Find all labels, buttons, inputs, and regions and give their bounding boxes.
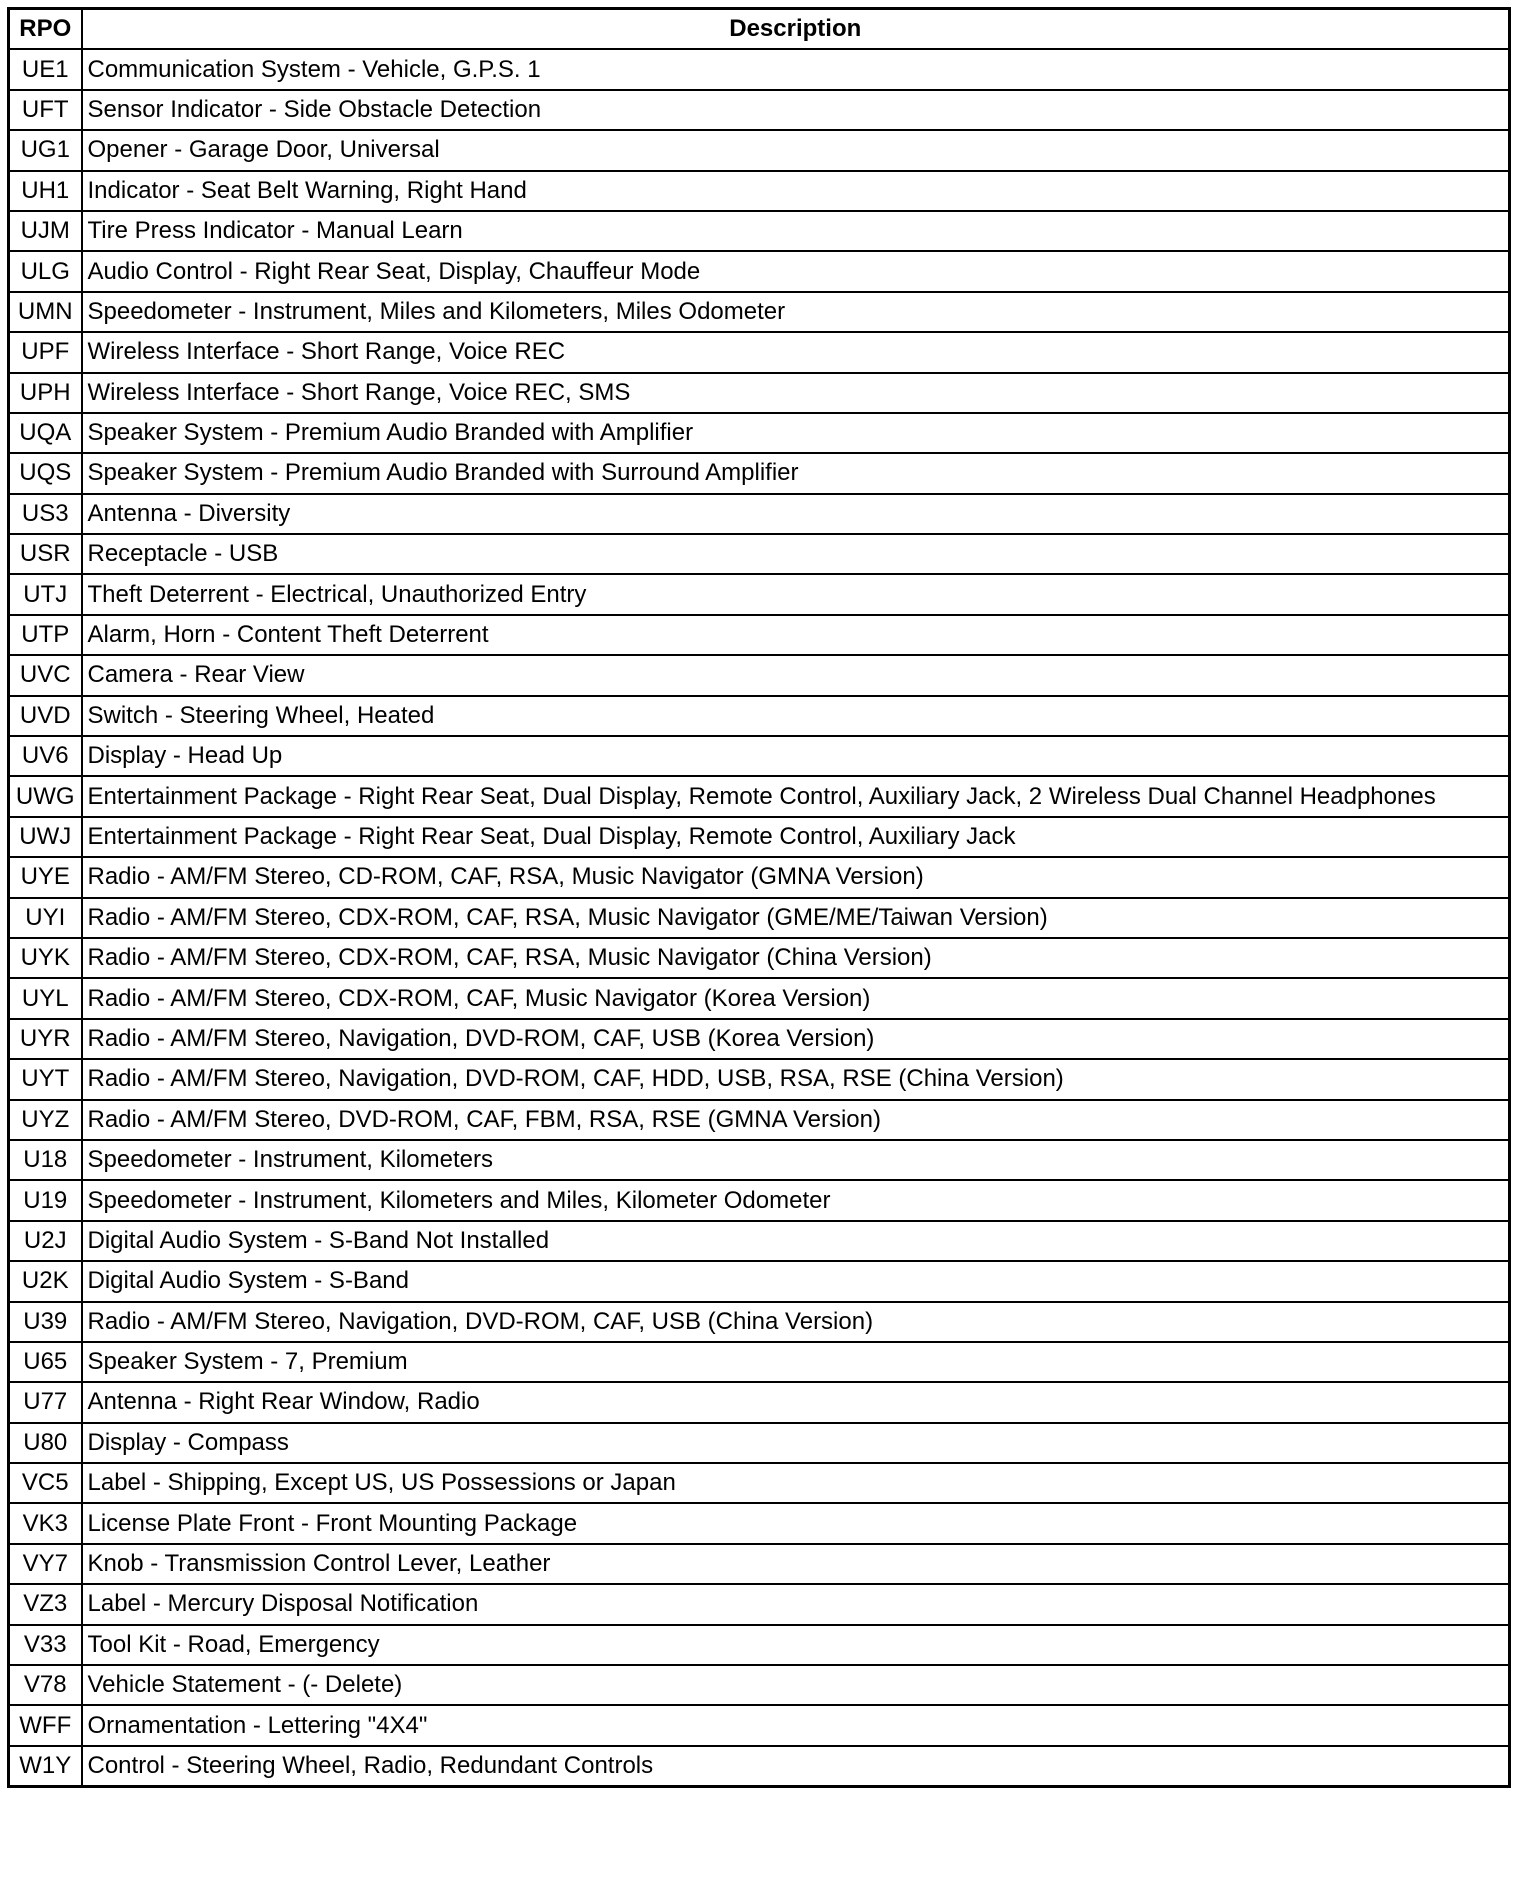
rpo-code-cell: UTJ bbox=[9, 574, 82, 614]
table-row bbox=[9, 1705, 1510, 1745]
rpo-code-cell: ULG bbox=[9, 251, 82, 291]
rpo-code-cell: VC5 bbox=[9, 1463, 82, 1503]
description-column-header: Description bbox=[82, 9, 1510, 50]
description-cell: Ornamentation - Lettering "4X4" bbox=[82, 1705, 1510, 1745]
rpo-code-cell: UYK bbox=[9, 938, 82, 978]
rpo-code-cell: UV6 bbox=[9, 736, 82, 776]
description-cell: Indicator - Seat Belt Warning, Right Hand bbox=[82, 171, 1510, 211]
rpo-code-cell: UH1 bbox=[9, 171, 82, 211]
rpo-code-cell: UYR bbox=[9, 1019, 82, 1059]
table-row bbox=[9, 1382, 1510, 1422]
table-row bbox=[9, 736, 1510, 776]
description-cell: Entertainment Package - Right Rear Seat, Dual Display, Remote Control, Auxiliary Jack, 2 Wireless Dual Channel Headphones bbox=[82, 776, 1510, 816]
description-cell: Receptacle - USB bbox=[82, 534, 1510, 574]
rpo-code-cell: U65 bbox=[9, 1342, 82, 1382]
description-cell: Knob - Transmission Control Lever, Leather bbox=[82, 1544, 1510, 1584]
rpo-code-cell: U39 bbox=[9, 1302, 82, 1342]
table-row bbox=[9, 1059, 1510, 1099]
description-cell: Label - Shipping, Except US, US Possessions or Japan bbox=[82, 1463, 1510, 1503]
rpo-code-cell: UYT bbox=[9, 1059, 82, 1099]
description-cell: Radio - AM/FM Stereo, CDX-ROM, CAF, RSA, Music Navigator (GME/ME/Taiwan Version) bbox=[82, 898, 1510, 938]
table-row bbox=[9, 696, 1510, 736]
description-cell: Display - Head Up bbox=[82, 736, 1510, 776]
table-row bbox=[9, 1463, 1510, 1503]
table-row bbox=[9, 1625, 1510, 1665]
rpo-table bbox=[7, 7, 1511, 1788]
rpo-code-cell: U77 bbox=[9, 1382, 82, 1422]
description-cell: Speaker System - 7, Premium bbox=[82, 1342, 1510, 1382]
rpo-code-cell: US3 bbox=[9, 494, 82, 534]
rpo-code-cell: VK3 bbox=[9, 1503, 82, 1543]
table-row bbox=[9, 130, 1510, 170]
description-cell: Digital Audio System - S-Band Not Installed bbox=[82, 1221, 1510, 1261]
table-row bbox=[9, 1302, 1510, 1342]
table-row bbox=[9, 1544, 1510, 1584]
table-row bbox=[9, 776, 1510, 816]
rpo-code-cell: UVC bbox=[9, 655, 82, 695]
description-cell: Wireless Interface - Short Range, Voice REC bbox=[82, 332, 1510, 372]
table-row bbox=[9, 898, 1510, 938]
description-cell: Speaker System - Premium Audio Branded with Surround Amplifier bbox=[82, 453, 1510, 493]
description-cell: Tool Kit - Road, Emergency bbox=[82, 1625, 1510, 1665]
table-row bbox=[9, 1221, 1510, 1261]
rpo-code-cell: U80 bbox=[9, 1423, 82, 1463]
table-row bbox=[9, 1584, 1510, 1624]
rpo-code-cell: V33 bbox=[9, 1625, 82, 1665]
description-cell: Speedometer - Instrument, Kilometers and Miles, Kilometer Odometer bbox=[82, 1180, 1510, 1220]
rpo-code-cell: UYI bbox=[9, 898, 82, 938]
table-row bbox=[9, 453, 1510, 493]
rpo-code-cell: UFT bbox=[9, 90, 82, 130]
rpo-code-cell: UWG bbox=[9, 776, 82, 816]
table-row bbox=[9, 373, 1510, 413]
table-row bbox=[9, 1503, 1510, 1543]
table-row bbox=[9, 332, 1510, 372]
description-cell: Control - Steering Wheel, Radio, Redundant Controls bbox=[82, 1746, 1510, 1787]
rpo-code-cell: U19 bbox=[9, 1180, 82, 1220]
table-row bbox=[9, 978, 1510, 1018]
table-row bbox=[9, 171, 1510, 211]
rpo-code-cell: USR bbox=[9, 534, 82, 574]
description-cell: Entertainment Package - Right Rear Seat, Dual Display, Remote Control, Auxiliary Jack bbox=[82, 817, 1510, 857]
rpo-code-cell: U18 bbox=[9, 1140, 82, 1180]
rpo-code-cell: UYE bbox=[9, 857, 82, 897]
rpo-code-cell: UQA bbox=[9, 413, 82, 453]
description-cell: Radio - AM/FM Stereo, CDX-ROM, CAF, RSA, Music Navigator (China Version) bbox=[82, 938, 1510, 978]
description-cell: Label - Mercury Disposal Notification bbox=[82, 1584, 1510, 1624]
description-cell: Radio - AM/FM Stereo, Navigation, DVD-ROM, CAF, HDD, USB, RSA, RSE (China Version) bbox=[82, 1059, 1510, 1099]
rpo-code-cell: UPH bbox=[9, 373, 82, 413]
rpo-code-cell: UMN bbox=[9, 292, 82, 332]
description-cell: Theft Deterrent - Electrical, Unauthorized Entry bbox=[82, 574, 1510, 614]
description-cell: Speedometer - Instrument, Miles and Kilometers, Miles Odometer bbox=[82, 292, 1510, 332]
description-cell: Radio - AM/FM Stereo, Navigation, DVD-ROM, CAF, USB (Korea Version) bbox=[82, 1019, 1510, 1059]
table-row bbox=[9, 413, 1510, 453]
table-body bbox=[9, 49, 1510, 1786]
table-row bbox=[9, 49, 1510, 89]
rpo-code-cell: UE1 bbox=[9, 49, 82, 89]
rpo-code-cell: UYL bbox=[9, 978, 82, 1018]
table-row bbox=[9, 938, 1510, 978]
table-row bbox=[9, 1180, 1510, 1220]
table-row bbox=[9, 655, 1510, 695]
description-cell: Audio Control - Right Rear Seat, Display, Chauffeur Mode bbox=[82, 251, 1510, 291]
rpo-code-cell: U2K bbox=[9, 1261, 82, 1301]
description-cell: Speedometer - Instrument, Kilometers bbox=[82, 1140, 1510, 1180]
table-row bbox=[9, 1665, 1510, 1705]
table-row bbox=[9, 251, 1510, 291]
description-cell: Wireless Interface - Short Range, Voice REC, SMS bbox=[82, 373, 1510, 413]
rpo-code-cell: V78 bbox=[9, 1665, 82, 1705]
rpo-code-cell: UPF bbox=[9, 332, 82, 372]
table-row bbox=[9, 1746, 1510, 1787]
table-row bbox=[9, 211, 1510, 251]
table-row bbox=[9, 1019, 1510, 1059]
description-cell: Communication System - Vehicle, G.P.S. 1 bbox=[82, 49, 1510, 89]
rpo-code-cell: WFF bbox=[9, 1705, 82, 1745]
description-cell: Antenna - Right Rear Window, Radio bbox=[82, 1382, 1510, 1422]
table-row bbox=[9, 494, 1510, 534]
rpo-column-header: RPO bbox=[9, 9, 82, 50]
description-cell: Radio - AM/FM Stereo, CD-ROM, CAF, RSA, Music Navigator (GMNA Version) bbox=[82, 857, 1510, 897]
description-cell: Antenna - Diversity bbox=[82, 494, 1510, 534]
description-cell: Digital Audio System - S-Band bbox=[82, 1261, 1510, 1301]
description-cell: Switch - Steering Wheel, Heated bbox=[82, 696, 1510, 736]
table-row bbox=[9, 1423, 1510, 1463]
rpo-code-cell: UTP bbox=[9, 615, 82, 655]
rpo-code-cell: UVD bbox=[9, 696, 82, 736]
table-row bbox=[9, 1342, 1510, 1382]
table-row bbox=[9, 574, 1510, 614]
rpo-code-cell: UG1 bbox=[9, 130, 82, 170]
description-cell: Camera - Rear View bbox=[82, 655, 1510, 695]
rpo-code-cell: VZ3 bbox=[9, 1584, 82, 1624]
description-cell: Opener - Garage Door, Universal bbox=[82, 130, 1510, 170]
description-cell: Display - Compass bbox=[82, 1423, 1510, 1463]
table-row bbox=[9, 857, 1510, 897]
table-header bbox=[9, 9, 1510, 50]
rpo-code-cell: UYZ bbox=[9, 1100, 82, 1140]
rpo-code-cell: U2J bbox=[9, 1221, 82, 1261]
rpo-code-cell: W1Y bbox=[9, 1746, 82, 1787]
description-cell: Sensor Indicator - Side Obstacle Detection bbox=[82, 90, 1510, 130]
table-row bbox=[9, 292, 1510, 332]
rpo-code-cell: UJM bbox=[9, 211, 82, 251]
rpo-code-cell: VY7 bbox=[9, 1544, 82, 1584]
table-row bbox=[9, 1100, 1510, 1140]
table-row bbox=[9, 615, 1510, 655]
description-cell: Radio - AM/FM Stereo, DVD-ROM, CAF, FBM, RSA, RSE (GMNA Version) bbox=[82, 1100, 1510, 1140]
description-cell: Radio - AM/FM Stereo, CDX-ROM, CAF, Music Navigator (Korea Version) bbox=[82, 978, 1510, 1018]
description-cell: Speaker System - Premium Audio Branded with Amplifier bbox=[82, 413, 1510, 453]
table-row bbox=[9, 1140, 1510, 1180]
description-cell: Vehicle Statement - (- Delete) bbox=[82, 1665, 1510, 1705]
table-row bbox=[9, 90, 1510, 130]
description-cell: Alarm, Horn - Content Theft Deterrent bbox=[82, 615, 1510, 655]
description-cell: Tire Press Indicator - Manual Learn bbox=[82, 211, 1510, 251]
header-row bbox=[9, 9, 1510, 50]
description-cell: Radio - AM/FM Stereo, Navigation, DVD-ROM, CAF, USB (China Version) bbox=[82, 1302, 1510, 1342]
table-row bbox=[9, 817, 1510, 857]
table-row bbox=[9, 1261, 1510, 1301]
rpo-code-cell: UQS bbox=[9, 453, 82, 493]
table-row bbox=[9, 534, 1510, 574]
description-cell: License Plate Front - Front Mounting Package bbox=[82, 1503, 1510, 1543]
rpo-code-cell: UWJ bbox=[9, 817, 82, 857]
